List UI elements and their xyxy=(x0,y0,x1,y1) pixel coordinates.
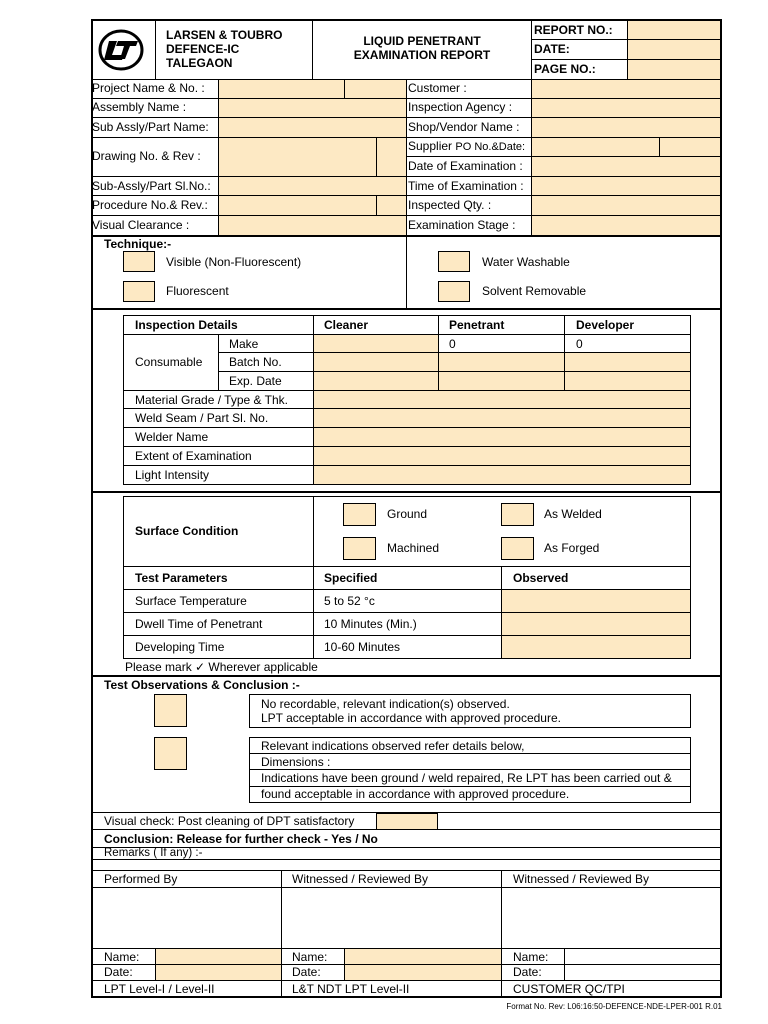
dwell-time-value: 10 Minutes (Min.) xyxy=(324,617,417,631)
consumable-label: Consumable xyxy=(135,355,203,369)
remarks-label: Remarks ( If any) :- xyxy=(104,847,203,859)
procedure-label: Procedure No.& Rev.: xyxy=(92,198,208,212)
extent-label: Extent of Examination xyxy=(135,449,252,463)
qty-label: Inspected Qty. : xyxy=(408,198,492,212)
fluorescent-checkbox[interactable] xyxy=(123,281,155,302)
supplier-label: Supplier PO No.&Date: xyxy=(408,139,526,153)
date-label: DATE: xyxy=(534,42,570,56)
water-washable-label: Water Washable xyxy=(482,255,570,269)
material-label: Material Grade / Type & Thk. xyxy=(135,393,288,407)
name-label-2: Name: xyxy=(292,950,328,964)
penetrant-make-value: 0 xyxy=(449,337,456,351)
as-welded-label: As Welded xyxy=(544,507,602,521)
ground-checkbox[interactable] xyxy=(343,503,376,526)
specified-header: Specified xyxy=(324,571,378,585)
machined-checkbox[interactable] xyxy=(343,537,376,560)
machined-label: Machined xyxy=(387,541,440,555)
level-label-3: CUSTOMER QC/TPI xyxy=(513,982,625,996)
developing-time-value: 10-60 Minutes xyxy=(324,640,401,654)
level-label-2: L&T NDT LPT Level-II xyxy=(292,982,410,996)
observations-title: Test Observations & Conclusion :- xyxy=(104,678,300,692)
relevant-text-3: Indications have been ground / weld repaired, Re LPT has been carried out & xyxy=(261,771,672,785)
weld-seam-label: Weld Seam / Part Sl. No. xyxy=(135,411,269,425)
page-no-label: PAGE NO.: xyxy=(534,62,596,76)
stage-label: Examination Stage : xyxy=(408,218,516,232)
company-location: TALEGAON xyxy=(166,56,233,70)
relevant-indication-checkbox[interactable] xyxy=(154,737,187,770)
technique-title: Technique:- xyxy=(104,237,172,251)
welder-label: Welder Name xyxy=(135,430,209,444)
performed-by-label: Performed By xyxy=(104,872,178,886)
project-label: Project Name & No. : xyxy=(92,81,205,95)
surface-temp-value: 5 to 52 °c xyxy=(324,594,375,608)
name-label-1: Name: xyxy=(104,950,140,964)
visual-clearance-label: Visual Clearance : xyxy=(92,218,190,232)
as-forged-label: As Forged xyxy=(544,541,600,555)
shop-label: Shop/Vendor Name : xyxy=(408,120,520,134)
report-subtitle: EXAMINATION REPORT xyxy=(353,48,491,62)
date-exam-label: Date of Examination : xyxy=(408,159,523,173)
test-parameters-header: Test Parameters xyxy=(135,571,228,585)
make-label: Make xyxy=(229,337,259,351)
time-exam-label: Time of Examination : xyxy=(408,179,524,193)
no-indication-text-2: LPT acceptable in accordance with approved procedure. xyxy=(261,711,561,725)
ground-label: Ground xyxy=(387,507,428,521)
no-indication-text-1: No recordable, relevant indication(s) observed. xyxy=(261,697,510,711)
water-washable-checkbox[interactable] xyxy=(438,251,470,272)
agency-label: Inspection Agency : xyxy=(408,100,513,114)
witnessed-by-label-2: Witnessed / Reviewed By xyxy=(513,872,650,886)
project-field[interactable] xyxy=(219,80,406,237)
cleaner-header: Cleaner xyxy=(324,318,369,332)
visible-checkbox[interactable] xyxy=(123,251,155,272)
solvent-removable-checkbox[interactable] xyxy=(438,281,470,302)
sub-assy-label: Sub Assly/Part Name: xyxy=(92,120,209,134)
report-title: LIQUID PENETRANT xyxy=(363,34,481,48)
date-label-3: Date: xyxy=(513,965,542,979)
lt-logo-icon xyxy=(98,28,144,72)
visual-check-box[interactable] xyxy=(376,813,438,830)
dimensions-label: Dimensions : xyxy=(261,755,331,769)
customer-field[interactable] xyxy=(532,80,721,237)
batch-label: Batch No. xyxy=(229,355,282,369)
no-indication-checkbox[interactable] xyxy=(154,694,187,727)
as-welded-checkbox[interactable] xyxy=(501,503,534,526)
level-label-1: LPT Level-I / Level-II xyxy=(104,982,215,996)
light-intensity-label: Light Intensity xyxy=(135,468,210,482)
fluorescent-label: Fluorescent xyxy=(166,284,229,298)
company-division: DEFENCE-IC xyxy=(166,42,240,56)
sub-assy-sl-label: Sub-Assly/Part Sl.No.: xyxy=(92,179,211,193)
solvent-removable-label: Solvent Removable xyxy=(482,284,587,298)
format-number: Format No. Rev: L06:16:50-DEFENCE-NDE-LPER-001 R.01 xyxy=(506,1002,722,1011)
assembly-label: Assembly Name : xyxy=(92,100,187,114)
mark-note: Please mark ✓ Wherever applicable xyxy=(125,660,318,674)
developer-header: Developer xyxy=(576,318,635,332)
dwell-time-label: Dwell Time of Penetrant xyxy=(135,617,263,631)
observed-header: Observed xyxy=(513,571,569,585)
relevant-text-4: found acceptable in accordance with approved procedure. xyxy=(261,787,570,801)
company-name: LARSEN & TOUBRO xyxy=(166,28,283,42)
name-label-3: Name: xyxy=(513,950,549,964)
inspection-details-header: Inspection Details xyxy=(135,318,238,332)
conclusion-label: Conclusion: Release for further check - Yes / No xyxy=(104,832,378,846)
as-forged-checkbox[interactable] xyxy=(501,537,534,560)
date-label-2: Date: xyxy=(292,965,321,979)
exp-date-label: Exp. Date xyxy=(229,374,282,388)
developer-make-value: 0 xyxy=(576,337,583,351)
date-label-1: Date: xyxy=(104,965,133,979)
customer-label: Customer : xyxy=(408,81,467,95)
report-no-label: REPORT NO.: xyxy=(534,23,613,37)
penetrant-header: Penetrant xyxy=(449,318,505,332)
visible-label: Visible (Non-Fluorescent) xyxy=(166,255,302,269)
visual-check-label: Visual check: Post cleaning of DPT satisfactory xyxy=(104,814,355,828)
surface-temp-label: Surface Temperature xyxy=(135,594,247,608)
witnessed-by-label-1: Witnessed / Reviewed By xyxy=(292,872,429,886)
developing-time-label: Developing Time xyxy=(135,640,225,654)
surface-condition-label: Surface Condition xyxy=(135,524,239,538)
relevant-text-1: Relevant indications observed refer details below, xyxy=(261,739,525,753)
drawing-label: Drawing No. & Rev : xyxy=(92,149,201,163)
